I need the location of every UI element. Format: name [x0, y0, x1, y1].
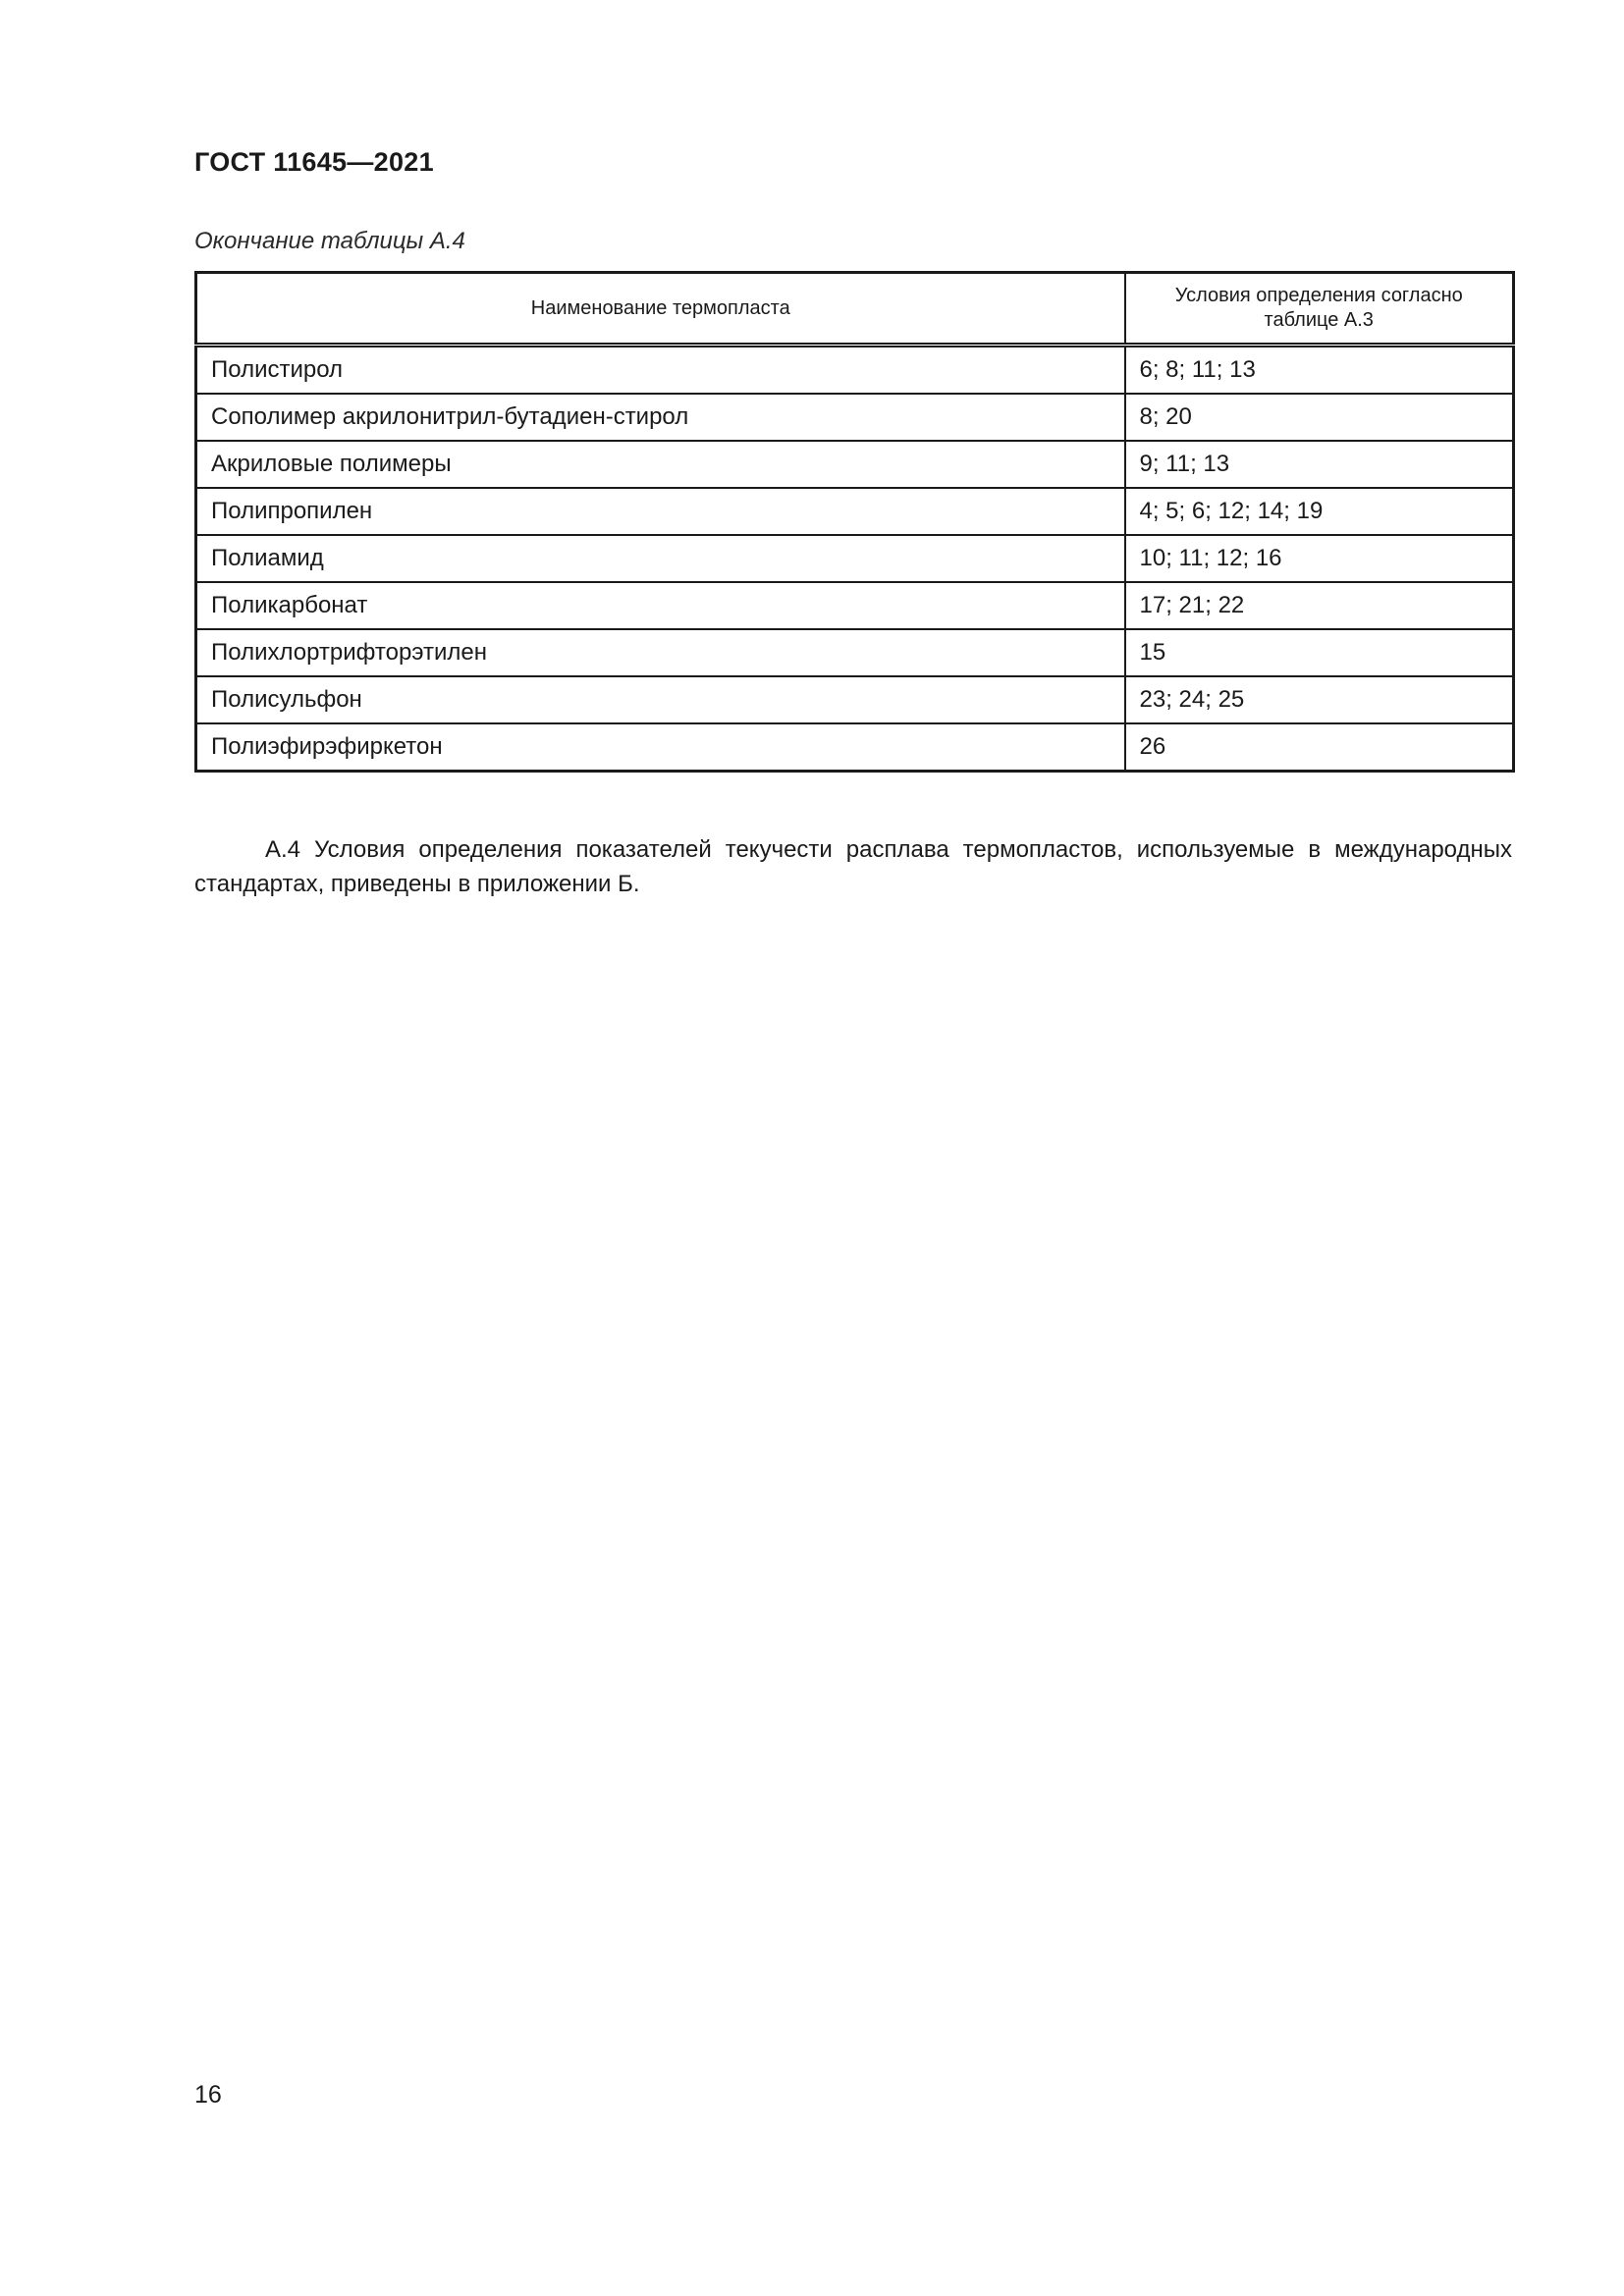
table-row [196, 582, 1514, 629]
table-row [196, 629, 1514, 676]
table-row [196, 346, 1514, 395]
table-row [196, 535, 1514, 582]
table-row [196, 676, 1514, 723]
cell-thermoplastic: Полиамид [196, 535, 1125, 582]
cell-thermoplastic: Поликарбонат [196, 582, 1125, 629]
cell-conditions: 15 [1125, 629, 1514, 676]
cell-thermoplastic: Полихлортрифторэтилен [196, 629, 1125, 676]
cell-thermoplastic: Полисульфон [196, 676, 1125, 723]
table-container [194, 271, 1512, 773]
cell-conditions: 9; 11; 13 [1125, 441, 1514, 488]
column-header-name: Наименование термопласта [196, 273, 1125, 346]
document-header: ГОСТ 11645—2021 [194, 147, 434, 177]
cell-conditions: 8; 20 [1125, 394, 1514, 441]
cell-thermoplastic: Полиэфирэфиркетон [196, 723, 1125, 772]
cell-thermoplastic: Полипропилен [196, 488, 1125, 535]
cell-conditions: 10; 11; 12; 16 [1125, 535, 1514, 582]
table-row [196, 441, 1514, 488]
cell-conditions: 4; 5; 6; 12; 14; 19 [1125, 488, 1514, 535]
cell-conditions: 17; 21; 22 [1125, 582, 1514, 629]
body-paragraph: А.4 Условия определения показателей текучести расплава термопластов, используемые в международных стандартах, приведены в приложении Б. [194, 836, 1512, 897]
cell-conditions: 23; 24; 25 [1125, 676, 1514, 723]
cell-thermoplastic: Акриловые полимеры [196, 441, 1125, 488]
table-header-row [196, 273, 1514, 346]
page-number: 16 [194, 2081, 222, 2109]
column-header-conditions: Условия определения согласно таблице А.3 [1125, 273, 1514, 346]
thermoplastics-table [194, 271, 1515, 773]
table-row [196, 394, 1514, 441]
table-row [196, 488, 1514, 535]
cell-conditions: 6; 8; 11; 13 [1125, 346, 1514, 395]
cell-thermoplastic: Сополимер акрилонитрил-бутадиен-стирол [196, 394, 1125, 441]
table-row [196, 723, 1514, 772]
table-caption: Окончание таблицы А.4 [194, 228, 465, 254]
cell-thermoplastic: Полистирол [196, 346, 1125, 395]
cell-conditions: 26 [1125, 723, 1514, 772]
